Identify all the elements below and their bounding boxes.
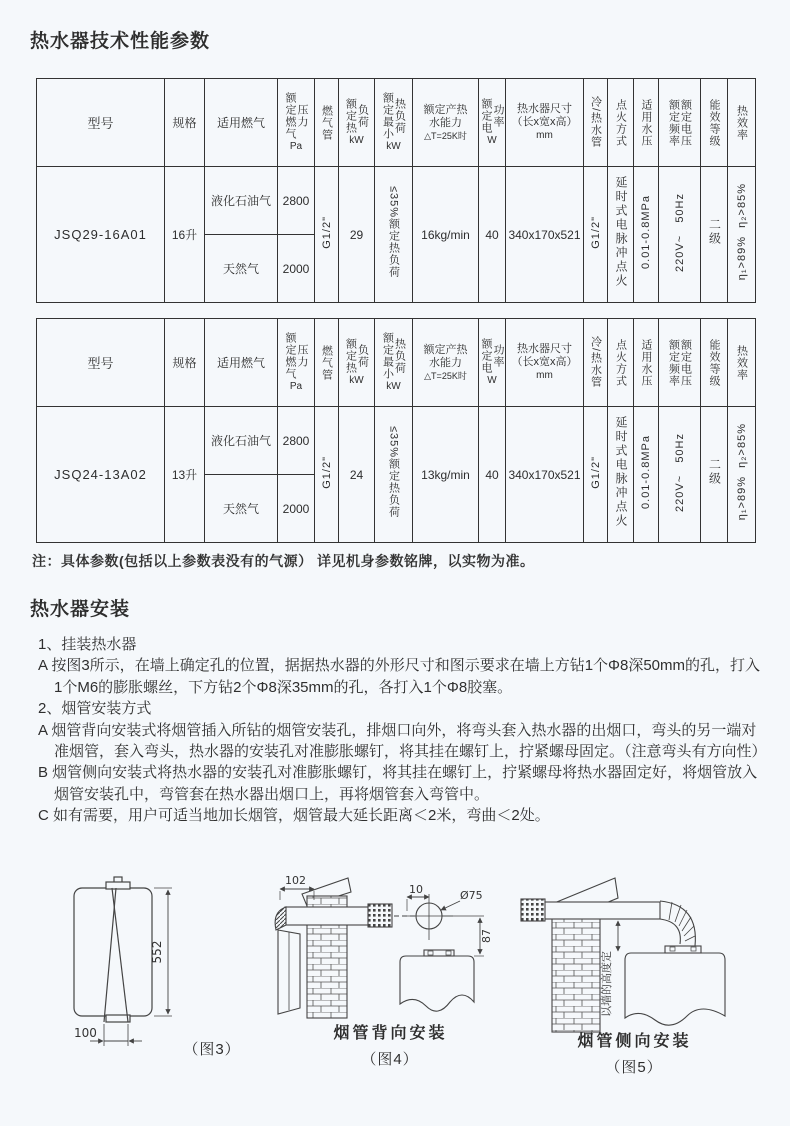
col-spec: 规格 [165,79,205,167]
table-note: 注：具体参数(包括以上参数表没有的气源） 详见机身参数铭牌，以实物为准。 [32,553,535,569]
cell-gas-lpg: 液化石油气 [205,167,278,235]
cell-gas-pipe: G1/2" [315,167,339,303]
cell-voltage-freq: 220V~ 50Hz [659,167,701,303]
col-voltage-freq: 额定频率 额定电压 [659,79,701,167]
cell-energy-grade: 二级 [701,167,728,303]
fig3-mounting-diagram [44,872,254,1062]
col-water-pipe: 冷/热水管 [584,319,608,407]
cell-hot-water-cap: 16kg/min [413,167,479,303]
fig3-width-label: 100 [74,1026,97,1040]
cell-dims: 340x170x521 [506,167,584,303]
col-hot-water-cap: 额定产热 水能力 △T=25K时 [413,319,479,407]
col-hot-water-cap: 额定产热 水能力 △T=25K时 [413,79,479,167]
fig4-drop-label: 87 [480,929,493,943]
col-water-pipe: 冷/热水管 [584,79,608,167]
cell-pressure-lpg: 2800 [278,407,315,475]
col-gas-pressure: 额定燃气 压力 Pa [278,79,315,167]
cell-gas-lpg: 液化石油气 [205,407,278,475]
cell-efficiency: η₁>89% η₂>85% [728,167,756,303]
col-energy-grade: 能效等级 [701,319,728,407]
cell-water-pipe: G1/2" [584,167,608,303]
cell-spec: 13升 [165,407,205,543]
col-dims: 热水器尺寸 （长x宽x高） mm [506,79,584,167]
col-min-heat-load: 额定最小 热负荷 kW [375,319,413,407]
section-title-install: 热水器安装 [30,599,131,620]
col-efficiency: 热效率 [728,79,756,167]
install-item2-title: 2、烟管安装方式 [38,700,152,718]
cell-power: 40 [479,407,506,543]
cell-water-pressure: 0.01-0.8MPa [634,407,659,543]
col-gas-pressure: 额定燃气 压力 Pa [278,319,315,407]
cell-power: 40 [479,167,506,303]
fig5-caption: （图5） [605,1059,663,1076]
cell-model: JSQ24-13A02 [37,407,165,543]
cell-pressure-ng: 2000 [278,475,315,543]
install-item2-c: C 如有需要，用户可适当地加长烟管，烟管最大延长距离＜2米，弯曲＜2处。 [38,807,550,825]
install-item1-title: 1、挂装热水器 [38,636,137,653]
col-gas-pipe: 燃气管 [315,79,339,167]
col-efficiency: 热效率 [728,319,756,407]
install-item1-a: A 按图3所示，在墙上确定孔的位置，据据热水器的外形尺寸和图示要求在墙上方钻1个Φ8深50mm的孔，打入1个M6的膨胀螺丝，下方钻2个Φ8深35mm的孔，各打入1个Φ8胶塞。 [38,657,761,696]
col-energy-grade: 能效等级 [701,79,728,167]
cell-efficiency: η₁>89% η₂>85% [728,407,756,543]
fig4-diameter-label: Ø75 [460,889,483,902]
install-item2-b: B 烟管侧向安装式将热水器的安装孔对准膨胀螺钉，将其挂在螺钉上，拧紧螺母将热水器固定好，将烟管放入烟管安装孔中，弯管套在热水器出烟口上，再将烟管套入弯管中。 [38,764,758,803]
col-gas: 适用燃气 [205,319,278,407]
cell-energy-grade: 二级 [701,407,728,543]
cell-voltage-freq: 220V~ 50Hz [659,407,701,543]
fig4-rear-flue-diagram [272,868,522,1026]
col-gas: 适用燃气 [205,79,278,167]
fig4-wall-label: 102 [285,874,306,887]
col-water-pressure: 适用水压 [634,79,659,167]
cell-water-pressure: 0.01-0.8MPa [634,167,659,303]
cell-pressure-ng: 2000 [278,235,315,303]
cell-pressure-lpg: 2800 [278,167,315,235]
col-voltage-freq: 额定频率 额定电压 [659,319,701,407]
cell-dims: 340x170x521 [506,407,584,543]
col-heat-load: 额定热 负荷 kW [339,319,375,407]
cell-ignition: 延时式电脉冲点火 [608,167,634,303]
col-model: 型号 [37,319,165,407]
cell-min-heat-load: ≤35%额定热负荷 [375,407,413,543]
fig5-note-label: 以墙的高度定 [600,951,613,1017]
fig3-caption: （图3） [183,1041,241,1058]
fig4-title: 烟管背向安装 [333,1025,448,1042]
spec-table-2 [36,318,756,543]
cell-model: JSQ29-16A01 [37,167,165,303]
cell-heat-load: 24 [339,407,375,543]
cell-min-heat-load: ≤35%额定热负荷 [375,167,413,303]
cell-heat-load: 29 [339,167,375,303]
col-ignition: 点火方式 [608,79,634,167]
cell-ignition: 延时式电脉冲点火 [608,407,634,543]
cell-spec: 16升 [165,167,205,303]
cell-gas-ng: 天然气 [205,235,278,303]
cell-hot-water-cap: 13kg/min [413,407,479,543]
col-power: 额定电 功率 W [479,319,506,407]
spec-table-1 [36,78,756,303]
col-dims: 热水器尺寸 （长x宽x高） mm [506,319,584,407]
col-power: 额定电 功率 W [479,79,506,167]
fig3-height-label: 552 [150,940,164,964]
fig4-caption: （图4） [361,1051,419,1068]
cell-water-pipe: G1/2" [584,407,608,543]
cell-gas-pipe: G1/2" [315,407,339,543]
cell-gas-ng: 天然气 [205,475,278,543]
col-water-pressure: 适用水压 [634,319,659,407]
fig4-offset-label: 10 [409,883,423,896]
col-ignition: 点火方式 [608,319,634,407]
col-gas-pipe: 燃气管 [315,319,339,407]
col-spec: 规格 [165,319,205,407]
col-min-heat-load: 额定最小 热负荷 kW [375,79,413,167]
fig5-title: 烟管侧向安装 [577,1033,692,1050]
col-model: 型号 [37,79,165,167]
fig5-side-flue-diagram [515,862,775,1040]
install-item2-a: A 烟管背向安装式将烟管插入所钻的烟管安装孔，排烟口向外，将弯头套入热水器的出烟口，弯头的另一端对准烟管，套入弯头，热水器的安装孔对准膨胀螺钉，将其挂在螺钉上，拧紧螺母固定。（注意弯头有方向性） [38,721,767,761]
col-heat-load: 额定热 负荷 kW [339,79,375,167]
page-title: 热水器技术性能参数 [30,31,211,52]
install-instructions [38,634,767,827]
